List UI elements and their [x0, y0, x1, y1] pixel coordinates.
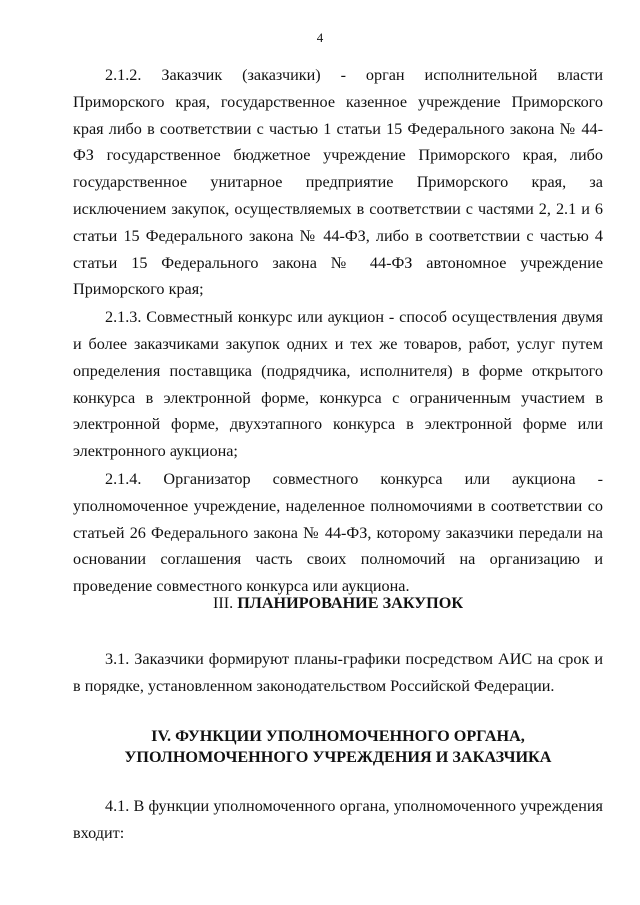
section-3-roman: III.	[212, 594, 234, 612]
paragraph-2-1-2: 2.1.2. Заказчик (заказчики) - орган исполнительной власти Приморского края, государственное казенное учреждение Приморского края либо в соответствии с частью 1 статьи 15 Федерального закона № 44-ФЗ государственное бюджетное учреждение Приморского края, либо государственное унитарное предприятие Приморского края, за исключением закупок, осуществляемых в соответствии с частями 2, 2.1 и 6 статьи 15 Федерального закона № 44-ФЗ, либо в соответствии с частью 4 статьи 15 Федерального закона № 44-ФЗ автономное учреждение Приморского края;	[73, 66, 603, 299]
section-4-title-line1: IV. ФУНКЦИИ УПОЛНОМОЧЕННОГО ОРГАНА,	[151, 727, 525, 745]
paragraph-3-1: 3.1. Заказчики формируют планы-графики посредством АИС на срок и в порядке, установленном законодательством Российской Федерации.	[73, 650, 603, 695]
section-4-title-line2: УПОЛНОМОЧЕННОГО УЧРЕЖДЕНИЯ И ЗАКАЗЧИКА	[124, 748, 552, 766]
section-2-definitions	[73, 62, 603, 600]
section-4-heading	[73, 726, 603, 768]
section-3-body	[73, 646, 603, 700]
paragraph-2-1-3: 2.1.3. Совместный конкурс или аукцион - способ осуществления двумя и более заказчиками закупок одних и тех же товаров, работ, услуг путем определения поставщика (подрядчика, исполнителя) в форме открытого конкурса в электронной форме, конкурса с ограниченным участием в электронной форме, двухэтапного конкурса в электронной форме или электронного аукциона;	[73, 308, 603, 461]
section-3-heading	[73, 593, 603, 614]
page-number: 4	[316, 30, 324, 45]
section-4-body	[73, 793, 603, 847]
paragraph-2-1-4: 2.1.4. Организатор совместного конкурса или аукциона - уполномоченное учреждение, наделенное полномочиями в соответствии со статьей 26 Федерального закона № 44-ФЗ, которому заказчики передали на основании соглашения часть своих полномочий на организацию и проведение совместного конкурса или аукциона.	[73, 469, 603, 596]
section-3-title: ПЛАНИРОВАНИЕ ЗАКУПОК	[237, 594, 464, 612]
paragraph-4-1: 4.1. В функции уполномоченного органа, уполномоченного учреждения входит:	[73, 797, 603, 842]
